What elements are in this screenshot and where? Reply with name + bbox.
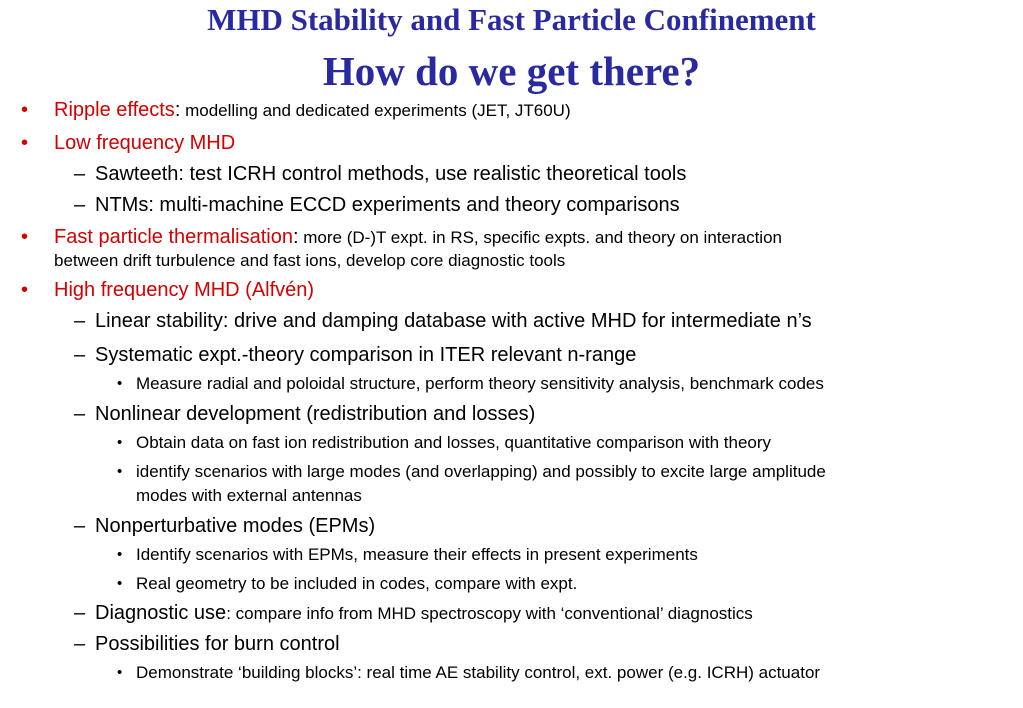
dash-marker: – xyxy=(74,163,86,185)
sub-bullet-ntms: NTMs: multi-machine ECCD experiments and theory comparisons xyxy=(95,194,680,216)
dash-marker: – xyxy=(74,602,86,624)
bullet-heading: Fast particle thermalisation xyxy=(54,226,293,248)
sub-sub-bullet-building-blocks: Demonstrate ‘building blocks’: real time AE stability control, ext. power (e.g. ICRH) actuator xyxy=(136,663,821,682)
dash-marker: – xyxy=(74,515,86,537)
sub-sub-bullet-obtain-data: Obtain data on fast ion redistribution and losses, quantitative comparison with theory xyxy=(136,433,772,452)
bullet-detail: : compare info from MHD spectroscopy with ‘conventional’ diagnostics xyxy=(226,604,753,623)
dot-marker: • xyxy=(117,575,123,592)
bullet-continuation: between drift turbulence and fast ions, develop core diagnostic tools xyxy=(54,251,566,270)
bullet-marker: • xyxy=(21,99,29,121)
dash-marker: – xyxy=(74,194,86,216)
dash-marker: – xyxy=(74,310,86,332)
bullet-marker: • xyxy=(21,132,29,154)
sub-bullet-linear-stability: Linear stability: drive and damping database with active MHD for intermediate n’s xyxy=(95,310,812,332)
dash-marker: – xyxy=(74,403,86,425)
sub-bullet-systematic-comparison: Systematic expt.-theory comparison in ITER relevant n-range xyxy=(95,344,637,366)
bullet-marker: • xyxy=(21,226,29,248)
bullet-fast-particle-thermalisation xyxy=(54,226,782,249)
bullet-ripple-effects xyxy=(54,99,571,122)
bullet-low-frequency-mhd: Low frequency MHD xyxy=(54,132,236,154)
dot-marker: • xyxy=(117,434,123,451)
sub-sub-bullet-continuation: modes with external antennas xyxy=(136,486,362,505)
sub-bullet-diagnostic-use xyxy=(95,602,753,625)
sub-bullet-nonperturbative-modes: Nonperturbative modes (EPMs) xyxy=(95,515,376,537)
sub-sub-bullet-real-geometry: Real geometry to be included in codes, compare with expt. xyxy=(136,574,578,593)
bullet-heading: Ripple effects xyxy=(54,99,175,121)
bullet-separator: : xyxy=(292,226,299,248)
bullet-high-frequency-mhd: High frequency MHD (Alfvén) xyxy=(54,279,315,301)
sub-sub-bullet-measure: Measure radial and poloidal structure, perform theory sensitivity analysis, benchmark codes xyxy=(136,374,824,393)
dot-marker: • xyxy=(117,463,123,480)
bullet-detail: more (D-)T expt. in RS, specific expts. and theory on interaction xyxy=(298,228,782,247)
dash-marker: – xyxy=(74,344,86,366)
bullet-heading: Diagnostic use xyxy=(95,602,227,624)
dash-marker: – xyxy=(74,633,86,655)
dot-marker: • xyxy=(117,375,123,392)
sub-sub-bullet-identify-large-modes: identify scenarios with large modes (and overlapping) and possibly to excite large amplitude xyxy=(136,462,826,481)
sub-sub-bullet-identify-epms: Identify scenarios with EPMs, measure their effects in present experiments xyxy=(136,545,698,564)
slide-title: MHD Stability and Fast Particle Confinement xyxy=(207,2,816,37)
sub-bullet-nonlinear-development: Nonlinear development (redistribution and losses) xyxy=(95,403,536,425)
bullet-separator: : xyxy=(174,99,181,121)
sub-bullet-burn-control: Possibilities for burn control xyxy=(95,633,340,655)
sub-bullet-sawteeth: Sawteeth: test ICRH control methods, use realistic theoretical tools xyxy=(95,163,687,185)
slide-subtitle: How do we get there? xyxy=(322,48,701,94)
bullet-marker: • xyxy=(21,279,29,301)
dot-marker: • xyxy=(117,664,123,681)
dot-marker: • xyxy=(117,546,123,563)
bullet-detail: modelling and dedicated experiments (JET, JT60U) xyxy=(180,101,571,120)
